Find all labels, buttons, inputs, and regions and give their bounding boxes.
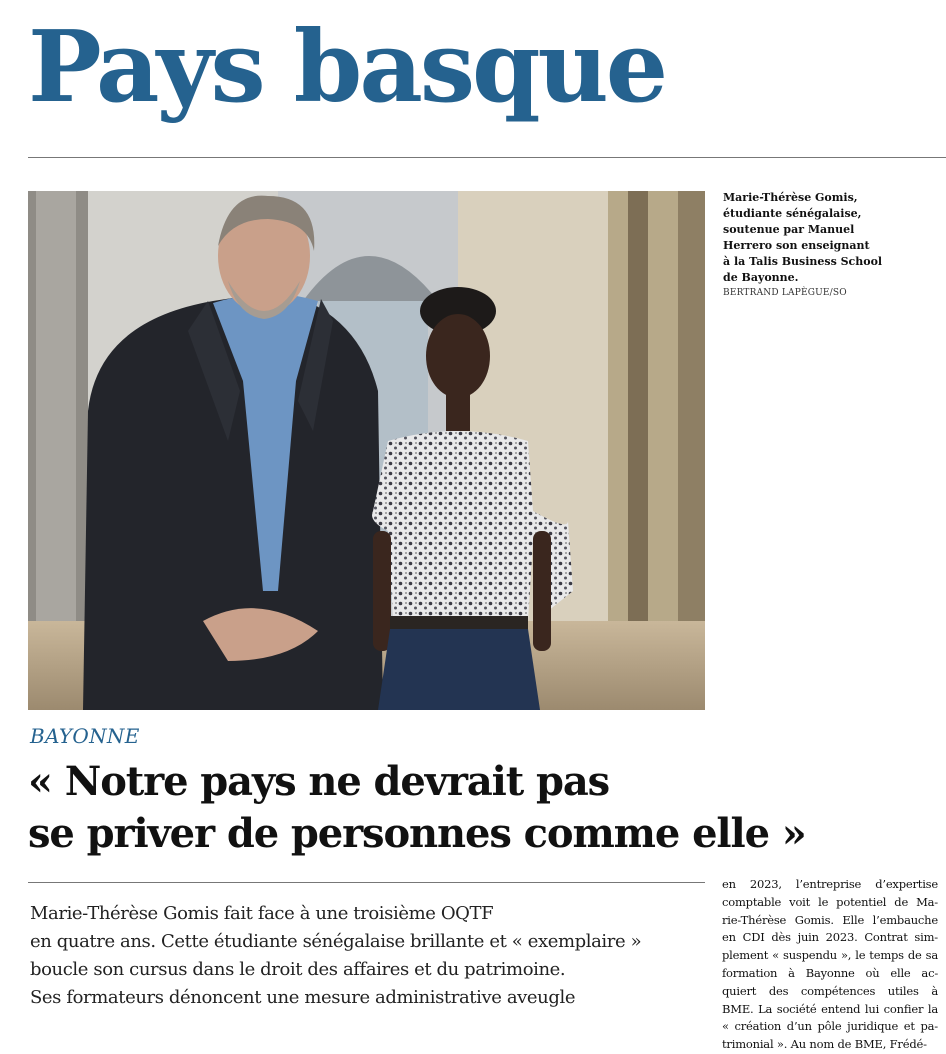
article-photo — [28, 191, 705, 710]
article-kicker: BAYONNE — [30, 724, 140, 748]
body-line: comptable voit le potentiel de Ma- — [722, 894, 938, 909]
headline-line: se priver de personnes comme elle » — [28, 810, 806, 857]
body-line: trimonial ». Au nom de BME, Frédé- — [722, 1037, 927, 1052]
headline-divider — [28, 882, 705, 883]
section-title: Pays basque — [28, 10, 666, 125]
body-line: « création d’un pôle juridique et pa- — [722, 1019, 938, 1034]
body-line: en 2023, l’entreprise d’expertise — [722, 877, 938, 891]
photo-credit: BERTRAND LAPÈGUE/SO — [723, 288, 847, 298]
top-divider — [28, 157, 946, 158]
article-lead — [30, 900, 710, 1012]
body-line: en CDI dès juin 2023. Contrat sim- — [722, 930, 938, 945]
lead-line: Ses formateurs dénoncent une mesure administrative aveugle — [30, 987, 576, 1008]
body-line: formation à Bayonne où elle ac- — [722, 965, 938, 980]
lead-line: Marie-Thérèse Gomis fait face à une troisième OQTF — [30, 903, 494, 924]
article-headline — [28, 756, 943, 860]
body-line: plement « suspendu », le temps de sa — [722, 948, 938, 963]
article-body-column — [722, 876, 938, 1054]
lead-line: en quatre ans. Cette étudiante sénégalaise brillante et « exemplaire » — [30, 931, 642, 952]
body-line: rie-Thérèse Gomis. Elle l’embauche — [722, 912, 938, 927]
photo-caption: Marie-Thérèse Gomis, étudiante sénégalaise, soutenue par Manuel Herrero son enseignant à la Talis Business School de Bayonne. — [723, 191, 883, 284]
headline-line: « Notre pays ne devrait pas — [28, 758, 610, 805]
photo-illustration — [28, 191, 705, 710]
lead-line: boucle son cursus dans le droit des affaires et du patrimoine. — [30, 959, 566, 980]
body-line: BME. La société entend lui confier la — [722, 1001, 938, 1016]
body-line: quiert des compétences utiles à — [722, 983, 938, 998]
